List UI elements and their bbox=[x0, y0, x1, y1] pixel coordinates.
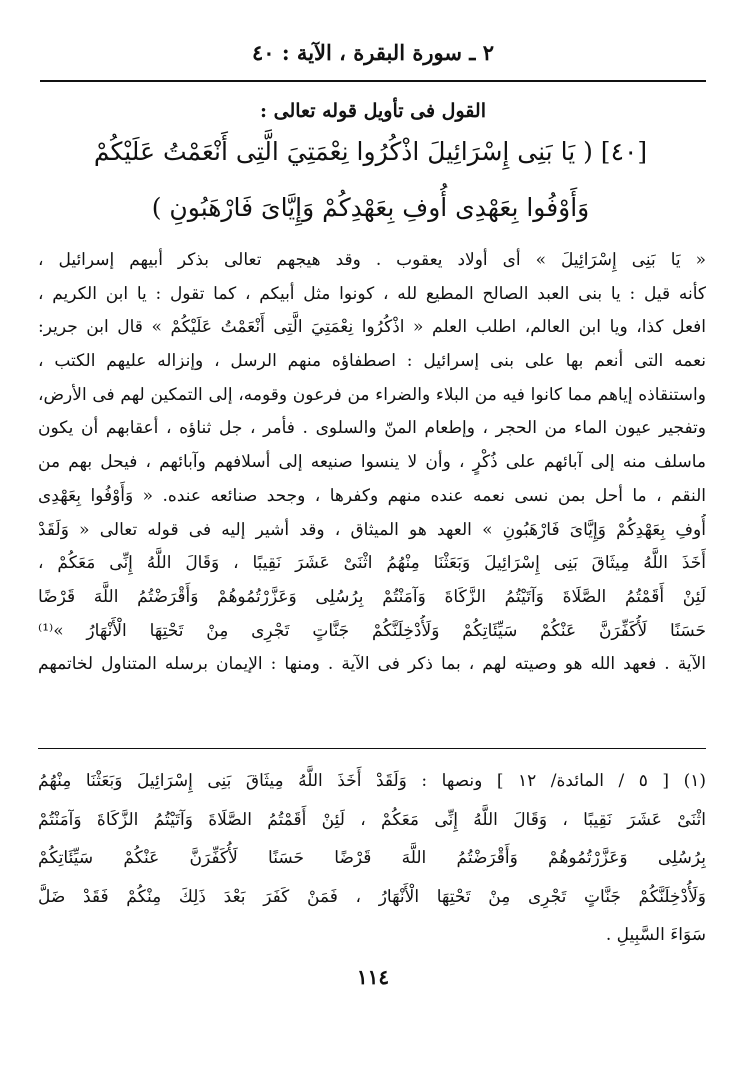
page-number: ١١٤ bbox=[356, 965, 390, 989]
body-line: أُوفِ بِعَهْدِكُمْ وَإِيَّاىَ فَارْهَبُونِ » العهد هو الميثاق ، وقد أشير إليه فى قوله تعالى « وَلَقَدْ bbox=[38, 519, 706, 540]
body-line: نعمه التى أنعم بها على بنى إسرائيل : اصطفاؤه منهم الرسل ، وإنزاله عليهم الكتب ، bbox=[38, 351, 706, 372]
body-line: « يَا بَنِى إِسْرَائِيلَ » أى أولاد يعقوب . وقد هيجهم تعالى بذكر أبيهم إسرائيل ، bbox=[38, 250, 706, 270]
header-divider bbox=[40, 80, 706, 82]
commentary-body bbox=[38, 244, 706, 682]
footnote-line: وَلَأُدْخِلَنَّكُمْ جَنَّاتٍ تَجْرِى مِنْ تَحْتِهَا الْأَنْهَارُ ، فَمَنْ كَفَرَ بَعْدَ ذَلِكَ مِنْكُمْ فَقَدْ ضَلَّ bbox=[38, 886, 706, 907]
footnote-line: (١) [ ٥ / المائدة/ ١٢ ] ونصها : وَلَقَدْ أَخَذَ اللَّهُ مِيثَاقَ بَنِى إِسْرَائِيلَ وَبَعَثْنَا مِنْهُمُ bbox=[38, 771, 706, 791]
body-line: حَسَنًا لَأُكَفِّرَنَّ عَنْكُمْ سَيِّئَاتِكُمْ وَلَأُدْخِلَنَّكُمْ جَنَّاتٍ تَجْرِى مِنْ تَحْتِهَا الْأَنْهَارُ »⁽¹⁾ bbox=[38, 620, 706, 641]
body-line: لَئِنْ أَقَمْتُمُ الصَّلَاةَ وَآتَيْتُمُ الزَّكَاةَ وَآمَنْتُمْ بِرُسُلِى وَعَزَّرْتُمُوهُمْ وَأَقْرَضْتُمُ اللَّهَ قَرْضًا bbox=[38, 586, 706, 607]
body-line: أَخَذَ اللَّهُ مِيثَاقَ بَنِى إِسْرَائِيلَ وَبَعَثْنَا مِنْهُمُ اثْنَىْ عَشَرَ نَقِيبًا ، وَقَالَ اللَّهُ إِنِّى مَعَكُمْ ، bbox=[38, 553, 706, 574]
body-line: الآية . فعهد الله هو وصيته لهم ، بما ذكر فى الآية . ومنها : الإيمان برسله المتناول لخاتمهم bbox=[38, 654, 706, 675]
footnote-line: اثْنَىْ عَشَرَ نَقِيبًا ، وَقَالَ اللَّهُ إِنِّى مَعَكُمْ ، لَئِنْ أَقَمْتُمُ الصَّلَاةَ وَآتَيْتُمُ الزَّكَاةَ وَآمَنْتُمْ bbox=[38, 809, 706, 830]
body-line: ماسلف منه إلى آبائهم على ذُكْرٍ ، وأن لا ينسوا صنيعه إلى أسلافهم وآبائهم ، فيحل بهم من bbox=[38, 452, 706, 473]
quran-verse-line-1: [٤٠] ( يَا بَنِى إِسْرَائِيلَ اذْكُرُوا نِعْمَتِيَ الَّتِى أَنْعَمْتُ عَلَيْكُمْ bbox=[93, 137, 648, 166]
footnote-line: سَوَاءَ السَّبِيلِ . bbox=[605, 925, 706, 945]
section-heading: القول فى تأويل قوله تعالى : bbox=[260, 100, 486, 122]
body-line: افعل كذا، ويا ابن العالم، اطلب العلم « اذْكُرُوا نِعْمَتِيَ الَّتِى أَنْعَمْتُ عَلَيْكُمْ » قال ابن جرير: bbox=[38, 317, 706, 338]
body-line: واستنقاذه إياهم مما كانوا فيه من البلاء والضراء من فرعون وقومه، إلى التمكين لهم فى الأرض، bbox=[38, 384, 706, 405]
body-line: وتفجير عيون الماء من الحجر ، وإطعام المنّ والسلوى . فأمر ، جل ثناؤه ، أعقابهم أن يكون bbox=[38, 418, 706, 439]
footnote-divider bbox=[38, 748, 706, 749]
body-line: كأنه قيل : يا بنى العبد الصالح المطيع لله ، كونوا مثل أبيكم ، كما تقول : يا ابن الكريم ، bbox=[38, 283, 706, 304]
quran-verse-line-2: وَأَوْفُوا بِعَهْدِى أُوفِ بِعَهْدِكُمْ وَإِيَّاىَ فَارْهَبُونِ ) bbox=[151, 193, 590, 222]
running-header: ٢ ـ سورة البقرة ، الآية : ٤٠ bbox=[252, 40, 494, 65]
body-line: النقم ، ما أحل بمن نسى نعمه عنده منهم وكفرها ، وجحد صنائعه عنده. « وَأَوْفُوا بِعَهْدِى bbox=[38, 485, 706, 506]
footnote-line: بِرُسُلِى وَعَزَّرْتُمُوهُمْ وَأَقْرَضْتُمُ اللَّهَ قَرْضًا حَسَنًا لَأُكَفِّرَنَّ عَنْكُمْ سَيِّئَاتِكُمْ bbox=[38, 848, 706, 868]
footnote bbox=[38, 762, 706, 955]
